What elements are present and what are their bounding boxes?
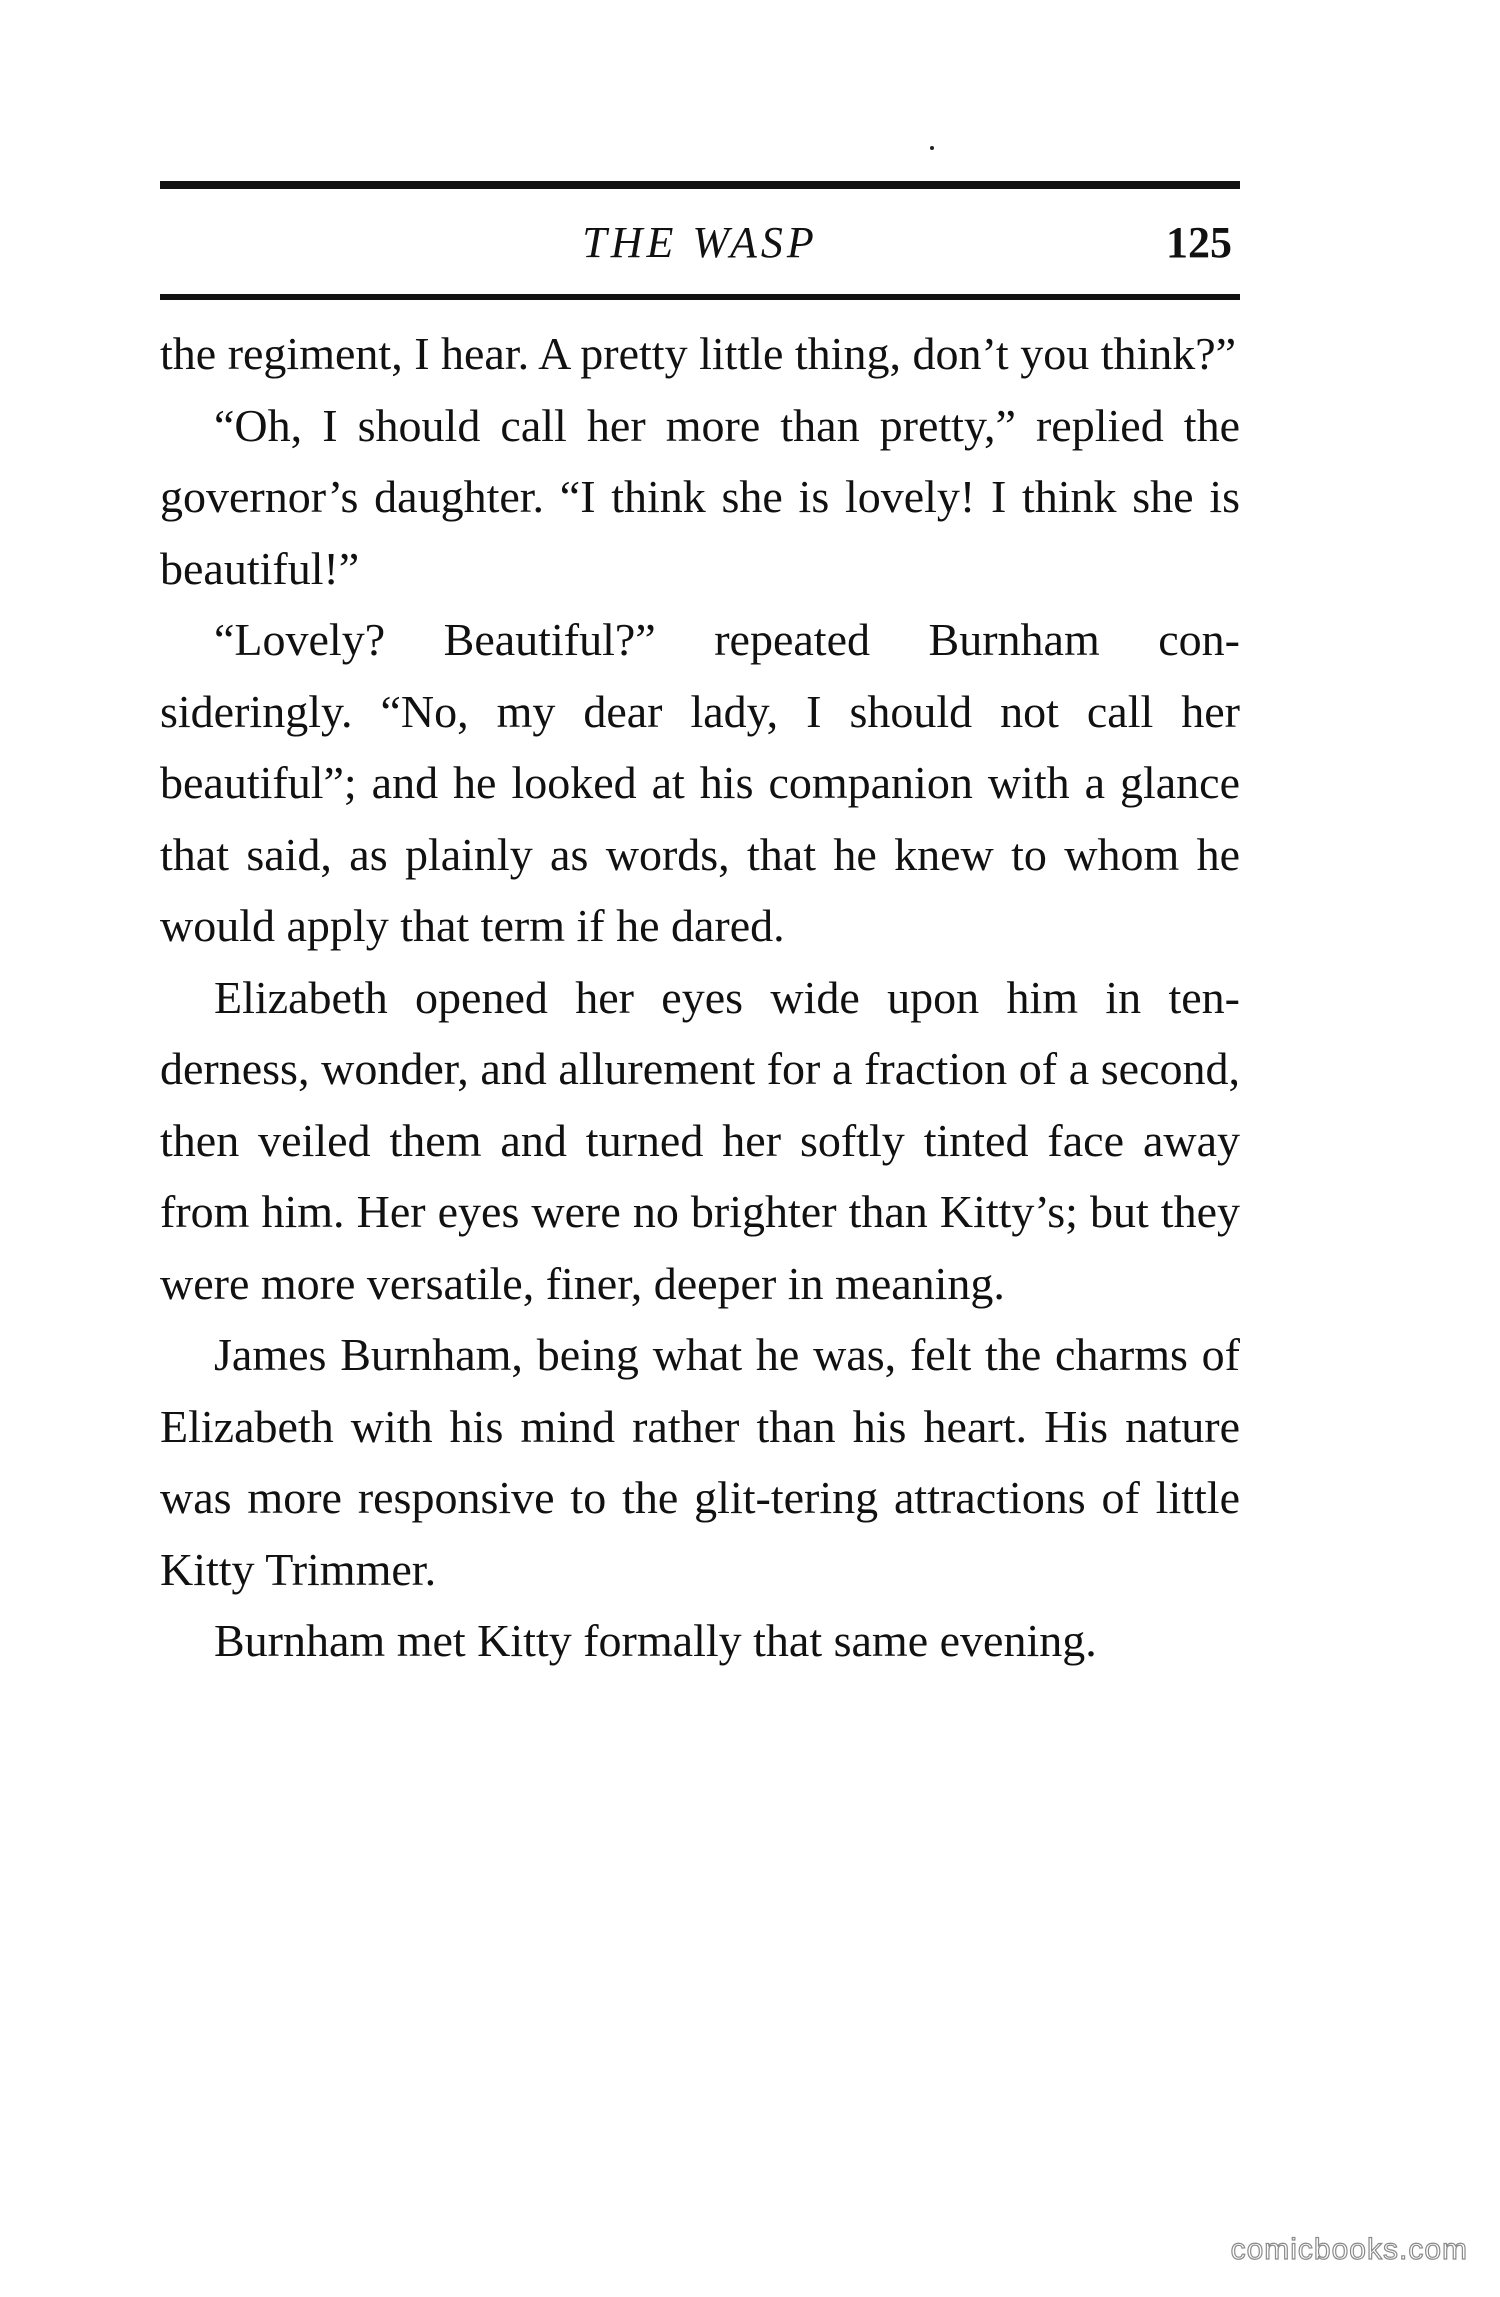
running-title: THE WASP	[582, 218, 818, 267]
page-number: 125	[1166, 218, 1232, 267]
paragraph: “Oh, I should call her more than pretty,” replied the governor’s daughter. “I think she is lovely! I think she is beautiful!”	[160, 399, 1240, 594]
body-text	[160, 318, 1240, 1677]
paragraph: “Lovely? Beautiful?” repeated Burnham con-sideringly. “No, my dear lady, I should not call her beautiful”; and he looked at his companion with a glance that said, as plainly as words, that he knew to whom he would apply that term if he dared.	[160, 614, 1240, 951]
watermark: comicbooks.com	[1230, 2233, 1468, 2266]
header-top-rule	[160, 181, 1240, 189]
running-header	[160, 208, 1240, 278]
paragraph: Burnham met Kitty formally that same evening.	[214, 1615, 1097, 1666]
paragraph: James Burnham, being what he was, felt the charms of Elizabeth with his mind rather than his heart. His nature was more responsive to the glit-tering attractions of little Kitty Trimmer.	[160, 1329, 1240, 1595]
header-bottom-rule	[160, 294, 1240, 300]
print-speck	[930, 146, 934, 150]
paragraph: Elizabeth opened her eyes wide upon him in ten-derness, wonder, and allurement for a fraction of a second, then veiled them and turned her softly tinted face away from him. Her eyes were no brighter than Kitty’s; but they were more versatile, finer, deeper in meaning.	[160, 971, 1240, 1309]
paragraph-continued: the regiment, I hear. A pretty little thing, don’t you think?”	[160, 328, 1237, 379]
